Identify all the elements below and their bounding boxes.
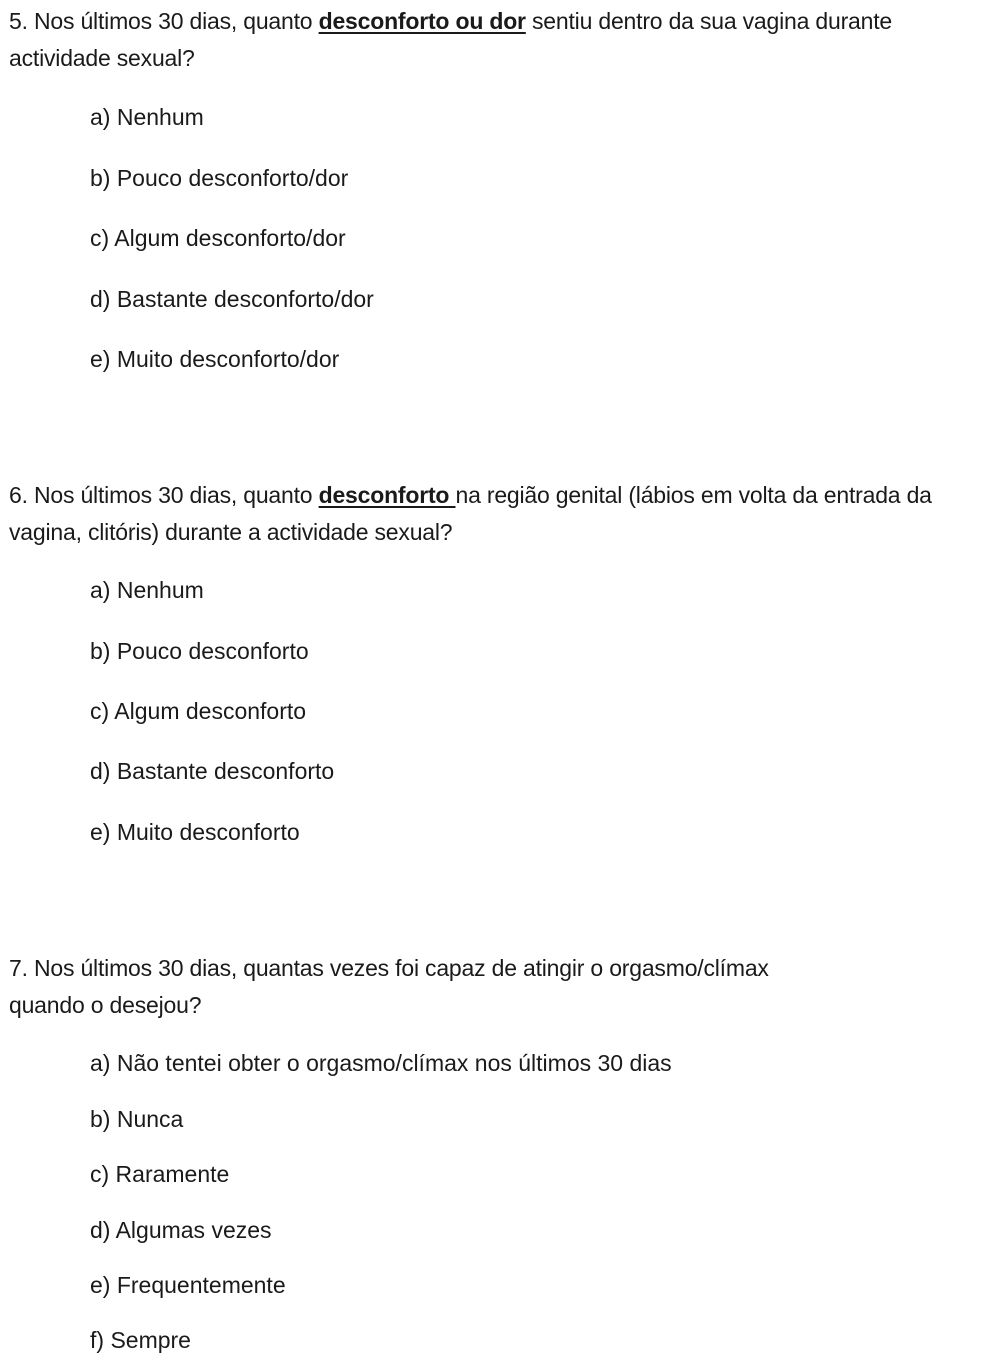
q7-option-b[interactable]: b) Nunca: [90, 1106, 184, 1132]
q5-option-c[interactable]: c) Algum desconforto/dor: [90, 225, 346, 251]
question-7-line-2: quando o desejou?: [9, 992, 202, 1018]
q5-option-d[interactable]: d) Bastante desconforto/dor: [90, 286, 374, 312]
question-5-emphasis: desconforto ou dor: [318, 8, 526, 34]
question-6-suffix: na região genital (lábios em volta da entrada da vagina, clitóris) durante a actividade sexual?: [9, 482, 932, 545]
question-5-text: [9, 3, 991, 77]
question-5-prefix: 5. Nos últimos 30 dias, quanto: [9, 8, 319, 34]
question-6-emphasis: desconforto: [318, 482, 456, 508]
q5-option-a[interactable]: a) Nenhum: [90, 104, 204, 130]
question-6-text: [9, 477, 991, 551]
q6-option-c[interactable]: c) Algum desconforto: [90, 698, 307, 724]
question-7-line-1: 7. Nos últimos 30 dias, quantas vezes foi capaz de atingir o orgasmo/clímax: [9, 955, 769, 981]
q7-option-f[interactable]: f) Sempre: [90, 1327, 191, 1353]
q5-option-e[interactable]: e) Muito desconforto/dor: [90, 346, 340, 372]
question-6-prefix: 6. Nos últimos 30 dias, quanto: [9, 482, 319, 508]
q6-option-e[interactable]: e) Muito desconforto: [90, 819, 300, 845]
q7-option-e[interactable]: e) Frequentemente: [90, 1272, 286, 1298]
q5-option-b[interactable]: b) Pouco desconforto/dor: [90, 165, 349, 191]
q7-option-c[interactable]: c) Raramente: [90, 1161, 230, 1187]
q7-option-d[interactable]: d) Algumas vezes: [90, 1217, 272, 1243]
question-7-text: [9, 950, 991, 1024]
q7-option-a[interactable]: a) Não tentei obter o orgasmo/clímax nos últimos 30 dias: [90, 1050, 672, 1076]
q6-option-b[interactable]: b) Pouco desconforto: [90, 638, 309, 664]
question-5-suffix: sentiu dentro da sua vagina durante actividade sexual?: [9, 8, 892, 71]
q6-option-a[interactable]: a) Nenhum: [90, 577, 204, 603]
q6-option-d[interactable]: d) Bastante desconforto: [90, 758, 335, 784]
